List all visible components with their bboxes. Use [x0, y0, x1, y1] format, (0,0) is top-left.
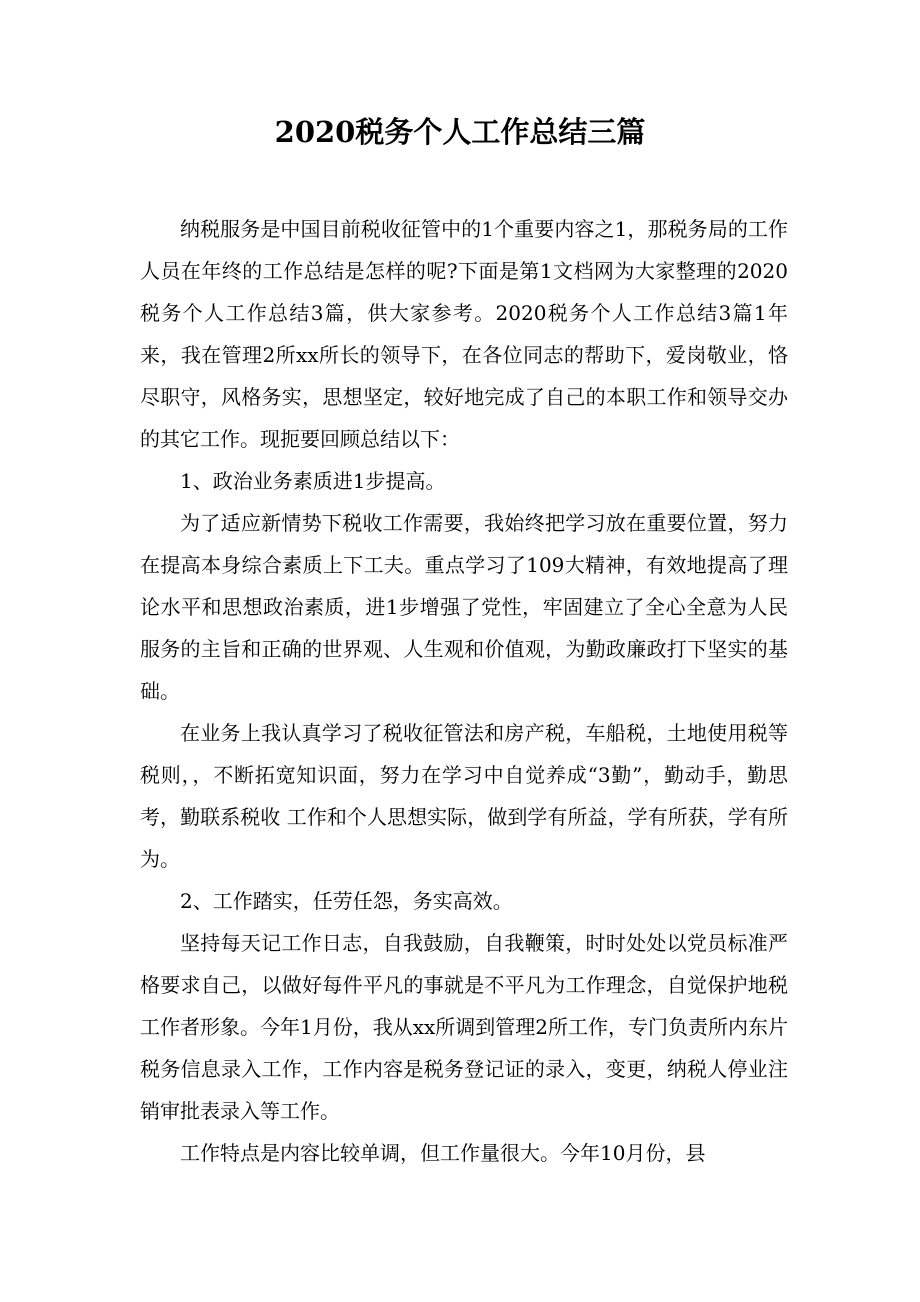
section-heading-1: 1、政治业务素质进1步提高。 — [180, 469, 446, 493]
paragraph-study: 为了适应新情势下税收工作需要，我始终把学习放在重要位置，努力在提高本身综合素质上下工夫。重点学习了109大精神，有效地提高了理论水平和思想政治素质，进1步增强了党性，牢固建立了全心全意为人民服务的主旨和正确的世界观、人生观和价值观，为勤政廉政打下坚实的基础。 — [140, 511, 788, 703]
paragraph-intro: 纳税服务是中国目前税收征管中的1个重要内容之1，那税务局的工作人员在年终的工作总结是怎样的呢?下面是第1文档网为大家整理的2020税务个人工作总结3篇，供大家参考。2020税务个人工作总结3篇1年来，我在管理2所xx所长的领导下，在各位同志的帮助下，爱岗敬业，恪尽职守，风格务实，思想坚定，较好地完成了自己的本职工作和领导交办的其它工作。现扼要回顾总结以下： — [140, 217, 788, 451]
document-title: 2020税务个人工作总结三篇 — [274, 115, 646, 149]
document-body — [140, 208, 788, 1174]
paragraph-business: 在业务上我认真学习了税收征管法和房产税，车船税，土地使用税等税则，，不断拓宽知识面，努力在学习中自觉养成“3勤”，勤动手，勤思考，勤联系税收 工作和个人思想实际，做到学有所益，学有所获，学有所为。 — [140, 721, 788, 871]
section-heading-2: 2、工作踏实，任劳任怨，务实高效。 — [180, 889, 513, 913]
paragraph-work-log: 坚持每天记工作日志，自我鼓励，自我鞭策，时时处处以党员标准严格要求自己，以做好每件平凡的事就是不平凡为工作理念，自觉保护地税工作者形象。今年1月份，我从xx所调到管理2所工作，专门负责所内东片税务信息录入工作，工作内容是税务登记证的录入，变更，纳税人停业注销审批表录入等工作。 — [140, 931, 789, 1123]
paragraph-work-features: 工作特点是内容比较单调，但工作量很大。今年10月份，县 — [180, 1141, 706, 1165]
